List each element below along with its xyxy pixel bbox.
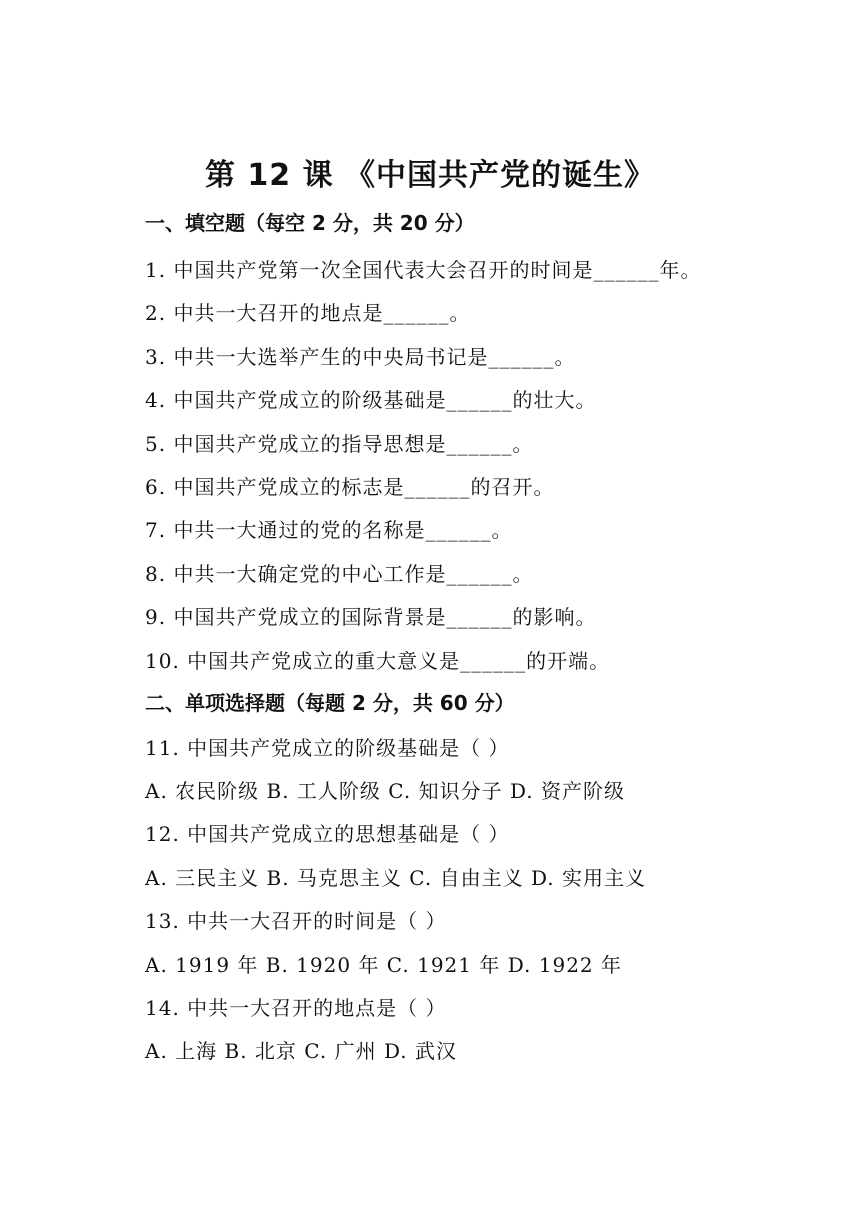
fill-blank-question: 6. 中国共产党成立的标志是______的召开。	[145, 475, 555, 499]
choice-question-options: A. 农民阶级 B. 工人阶级 C. 知识分子 D. 资产阶级	[145, 779, 625, 803]
fill-blank-question: 2. 中共一大召开的地点是______。	[145, 301, 471, 325]
section-heading-fill-blank: 一、填空题（每空 2 分，共 20 分）	[145, 211, 475, 235]
choice-question-stem: 13. 中共一大召开的时间是（ ）	[145, 909, 447, 933]
fill-blank-question: 5. 中国共产党成立的指导思想是______。	[145, 432, 534, 456]
choice-question-options: A. 上海 B. 北京 C. 广州 D. 武汉	[145, 1039, 457, 1063]
choice-question-stem: 11. 中国共产党成立的阶级基础是（ ）	[145, 736, 510, 760]
choice-question-stem: 12. 中国共产党成立的思想基础是（ ）	[145, 822, 510, 846]
choice-question-stem: 14. 中共一大召开的地点是（ ）	[145, 996, 447, 1020]
fill-blank-question: 1. 中国共产党第一次全国代表大会召开的时间是______年。	[145, 258, 702, 282]
fill-blank-question: 8. 中共一大确定党的中心工作是______。	[145, 562, 534, 586]
choice-question-options: A. 1919 年 B. 1920 年 C. 1921 年 D. 1922 年	[145, 953, 623, 977]
choice-question-options: A. 三民主义 B. 马克思主义 C. 自由主义 D. 实用主义	[145, 866, 646, 890]
fill-blank-question: 9. 中国共产党成立的国际背景是______的影响。	[145, 605, 597, 629]
fill-blank-question: 4. 中国共产党成立的阶级基础是______的壮大。	[145, 388, 597, 412]
fill-blank-question: 7. 中共一大通过的党的名称是______。	[145, 518, 513, 542]
fill-blank-question: 10. 中国共产党成立的重大意义是______的开端。	[145, 649, 611, 673]
section-heading-multiple-choice: 二、单项选择题（每题 2 分，共 60 分）	[145, 691, 515, 715]
fill-blank-question: 3. 中共一大选举产生的中央局书记是______。	[145, 345, 576, 369]
document-title: 第 12 课 《中国共产党的诞生》	[204, 158, 656, 193]
